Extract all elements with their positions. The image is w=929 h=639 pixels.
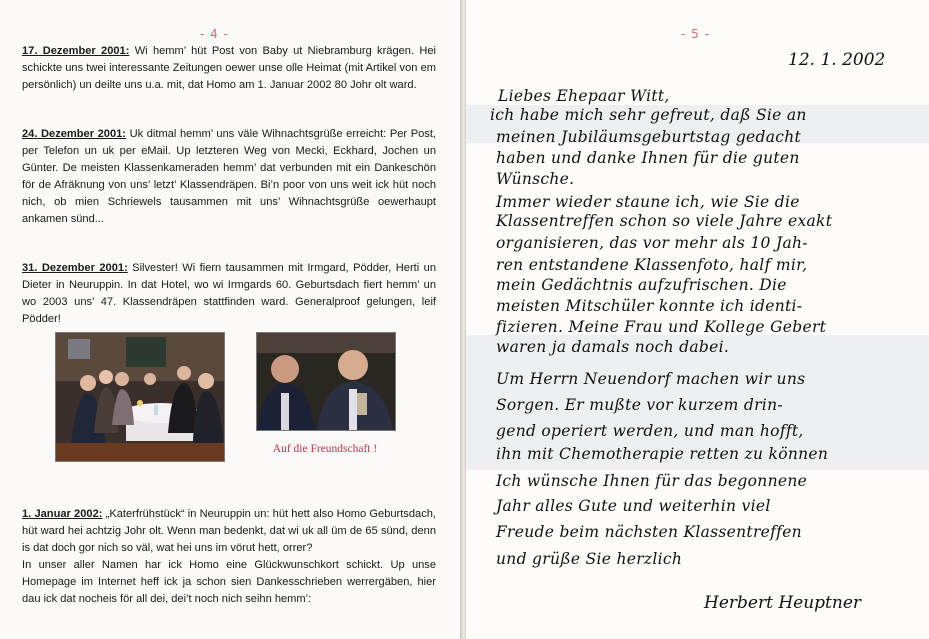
entry-date: 24. Dezember 2001: bbox=[22, 128, 127, 140]
diary-entry bbox=[22, 126, 436, 228]
entry-date: 1. Januar 2002: bbox=[22, 508, 103, 520]
right-page bbox=[466, 0, 929, 639]
entry-date: 31. Dezember 2001: bbox=[22, 262, 128, 274]
signature: Herbert Heuptner bbox=[704, 593, 862, 613]
entry-text: Wi hemm’ hüt Post von Baby ut Niebramburg krägen. Hei schickte uns twei interessante Zeitungen oewer unse olle Heimat (mit Artikel von em persönlich) un deilte uns u.a. mit, dat Homo am 1. Januar 2002 80 Johr olt ward. bbox=[22, 45, 436, 91]
letter-line: und grüße Sie herzlich bbox=[496, 550, 683, 568]
letter-line: waren ja damals noch dabei. bbox=[496, 338, 730, 356]
letter-line: fizieren. Meine Frau und Kollege Gebert bbox=[496, 318, 827, 336]
entry-text: Uk ditmal hemm’ uns väle Wihnachtsgrüße erreicht: Per Post, per Telefon un uk per eMail. Up letzteren Weg von Mecki, Eckhard, Jochen un Günter. De meisten Klassenkameraden hemm’ dat verbunden mit ein Dankeschön för de Afräknung von uns’ letzt’ Klassendräpen. Bi’n poor von uns weit ick hüt noch nich, ob mien Schriewels tausammen mit uns’ Wihnachtsgrüße oewerhaupt ankamen sünd... bbox=[22, 128, 436, 225]
letter-line: Um Herrn Neuendorf machen wir uns bbox=[496, 370, 806, 388]
letter-line: Liebes Ehepaar Witt, bbox=[498, 87, 670, 105]
letter-line: mein Gedächtnis aufzufrischen. Die bbox=[496, 276, 787, 294]
left-page bbox=[0, 0, 461, 639]
letter-line: organisieren, das vor mehr als 10 Jah- bbox=[496, 234, 808, 252]
letter-line: gend operiert werden, und man hofft, bbox=[496, 422, 804, 440]
toast-photo bbox=[256, 332, 396, 431]
letter-line: meisten Mitschüler konnte ich identi- bbox=[496, 297, 803, 315]
letter-line: Sorgen. Er mußte vor kurzem drin- bbox=[496, 396, 783, 414]
letter-line: Immer wieder staune ich, wie Sie die bbox=[496, 193, 800, 211]
letter-line: ich habe mich sehr gefreut, daß Sie an bbox=[490, 106, 807, 124]
diary-entry bbox=[22, 260, 436, 328]
diary-entry bbox=[22, 489, 436, 608]
page-number: - 4 - bbox=[200, 27, 229, 41]
letter-line: ren entstandene Klassenfoto, half mir, bbox=[496, 256, 808, 274]
letter-line: Freude beim nächsten Klassentreffen bbox=[496, 523, 802, 541]
entry-date: 17. Dezember 2001: bbox=[22, 45, 130, 57]
photo-caption: Auf die Freundschaft ! bbox=[272, 443, 378, 455]
letter-line: meinen Jubiläumsgeburtstag gedacht bbox=[496, 128, 802, 146]
entry-text: „Katerfrühstück“ in Neuruppin un: hüt hett also Homo Geburtsdach, hüt ward hei achtzig Johr olt. Wenn man bedenkt, dat wi uk all üm de 65 sünd, denn is dat doch gor nich so väl, wat hei uns im vörut hett, orrer? In unser aller Namen har ick Homo eine Glückwunschkort schickt. Up unse Homepage im Internet heff ick ja schon sien Dankesschrieben werrergäben, hier dau ick dat nocheis för all dei, dei’t noch nich seihn hemm’: bbox=[22, 508, 436, 605]
page-number: - 5 - bbox=[681, 27, 710, 41]
letter-line: ihn mit Chemotherapie retten zu können bbox=[496, 445, 829, 463]
diary-entry bbox=[22, 43, 436, 94]
letter-line: Jahr alles Gute und weiterhin viel bbox=[496, 497, 771, 515]
entry-text: Silvester! Wi fiern tausammen mit Irmgard, Pödder, Herti un Dieter in Neuruppin. In dat Hotel, wo wi Irmgards 60. Geburtsdach fiert hemm’ un wo 2003 uns’ 47. Klassendräpen stattfinden ward. Generalproof gelungen, leif Pödder! bbox=[22, 262, 436, 325]
letter-line: Ich wünsche Ihnen für das begonnene bbox=[496, 472, 808, 490]
group-photo bbox=[55, 332, 225, 462]
letter-line: Klassentreffen schon so viele Jahre exakt bbox=[496, 212, 833, 230]
letter-line: Wünsche. bbox=[496, 170, 575, 188]
letter-date: 12. 1. 2002 bbox=[788, 50, 886, 70]
letter-line: haben und danke Ihnen für die guten bbox=[496, 149, 800, 167]
